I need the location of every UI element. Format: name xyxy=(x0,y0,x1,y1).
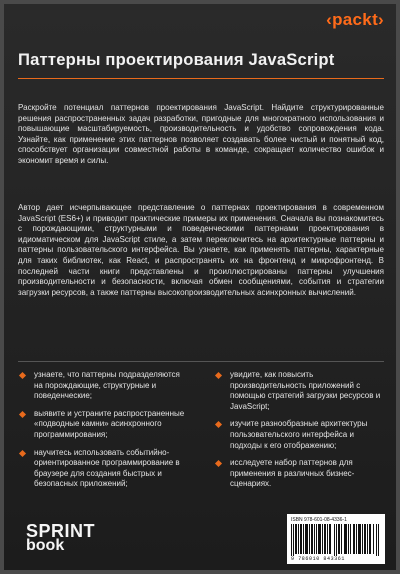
feature-list-left xyxy=(18,370,190,497)
diamond-bullet-icon xyxy=(19,411,26,418)
list-item: исследуете набор паттернов для применения в различных бизнес-сценариях. xyxy=(214,458,386,490)
book-title: Паттерны проектирования JavaScript xyxy=(18,50,335,69)
barcode-digits: 9 786010 843361 xyxy=(291,556,346,562)
description-paragraph-1: Раскройте потенциал паттернов проектирования JavaScript. Найдите структурированные решения распространенных задач разработки, пригодные для многократного использования и повышающие масштабируемость, производительность и удобство сопровождения кода. Узнайте, как применение этих паттернов позволяет создавать более чистый и понятный код, способствует организации совместной работы в команде, сокращает количество ошибок и экономит время и силы. xyxy=(18,103,384,165)
list-item: узнаете, что паттерны подразделяются на порождающие, структурные и поведенческие; xyxy=(18,370,190,402)
sprint-book-logo xyxy=(26,522,95,554)
imprint-subname: book xyxy=(26,537,65,554)
list-item: научитесь использовать событийно-ориентированное программирование в браузере для создания быстрых и безопасных приложений; xyxy=(18,448,190,490)
feature-list-right xyxy=(214,370,386,497)
description-paragraph-2: Автор дает исчерпывающее представление о паттернах проектирования в современном JavaScript (ES6+) и приводит практические примеры их применения. Сначала вы познакомитесь с порождающими, структурными и поведенческими паттернами проектирования в идиоматическом для JavaScript стиле, а затем переключитесь на архитектурные паттерны и паттерны пользовательского интерфейса. Вы узнаете, как применять паттерны, характерные для таких библиотек, как React, и распространять их на фронтенд и микрофронтенд. В последней части книги представлены и проиллюстрированы паттерны улучшения производительности и безопасности, включая обмен сообщениями, события и стратегии загрузки ресурсов, а также паттерны высокопроизводительных асинхронных вычислений. xyxy=(18,203,384,297)
isbn-label: ISBN 978-601-08-4336-1 xyxy=(291,517,347,523)
barcode xyxy=(287,514,385,564)
list-item: изучите разнообразные архитектуры пользовательского интерфейса и подходы к его отображению; xyxy=(214,419,386,451)
diamond-bullet-icon xyxy=(215,460,222,467)
diamond-bullet-icon xyxy=(19,372,26,379)
book-back-cover xyxy=(4,4,396,570)
divider xyxy=(18,361,384,362)
list-item: выявите и устраните распространенные «подводные камни» асинхронного программирования; xyxy=(18,409,190,441)
diamond-bullet-icon xyxy=(19,450,26,457)
imprint-name: SPRINT xyxy=(26,521,96,541)
publisher-logo: ‹packt› xyxy=(326,10,384,29)
barcode-bars xyxy=(291,524,381,556)
diamond-bullet-icon xyxy=(215,372,222,379)
diamond-bullet-icon xyxy=(215,421,222,428)
title-underline xyxy=(18,78,384,79)
list-item: увидите, как повысить производительность приложений с помощью стратегий загрузки ресурсов и JavaScript; xyxy=(214,370,386,412)
